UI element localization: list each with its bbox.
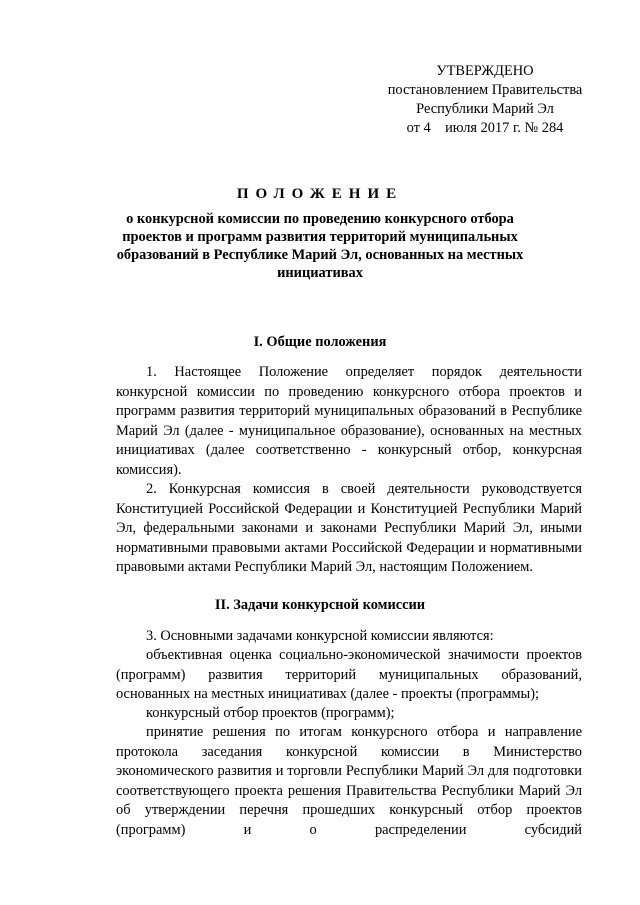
approval-date: от 4 июля 2017 г. № 284 bbox=[406, 120, 564, 136]
paragraph-2: 2. Конкурсная комиссия в своей деятельности руководствуется Конституцией Российской Федерации и Конституцией Республики Марий Эл, федеральными законами и законами Республики Марий Эл, иными нормативными правовыми актами Российской Федерации и нормативными правовыми актами Республики Марий Эл, настоящим Положением. bbox=[116, 481, 582, 575]
section-1-heading: I. Общие положения bbox=[253, 334, 387, 350]
paragraph-1: 1. Настоящее Положение определяет порядок деятельности конкурсной комиссии по проведению конкурсного отбора проектов и программ развития территорий муниципальных образований в Республике Марий Эл (далее - муниципальное образование), основанных на местных инициативах (далее соответственно - конкурсный отбор, конкурсная комиссия). bbox=[116, 364, 582, 478]
approval-title: УТВЕРЖДЕНО bbox=[436, 63, 534, 79]
approval-line-2: Республики Марий Эл bbox=[416, 101, 554, 117]
paragraph-4: объективная оценка социально-экономической значимости проектов (программ) развития территорий муниципальных образований, основанных на местных инициативах (далее - проекты (программы); bbox=[116, 647, 582, 702]
document-subtitle: о конкурсной комиссии по проведению конкурсного отбора проектов и программ развития территорий муниципальных образований в Республике Марий Эл, основанных на местных инициативах bbox=[116, 211, 524, 281]
paragraph-3: 3. Основными задачами конкурсной комиссии являются: bbox=[146, 628, 494, 644]
paragraph-6: принятие решения по итогам конкурсного отбора и направление протокола заседания конкурсной комиссии в Министерство экономического развития и торговли Республики Марий Эл для подготовки соответствующего проекта решения Правительства Республики Марий Эл об утверждении перечня прошедших конкурсный отбор проектов (программ) и о распределении субсидий bbox=[116, 724, 582, 838]
paragraph-5: конкурсный отбор проектов (программ); bbox=[146, 705, 395, 721]
approval-line-1: постановлением Правительства bbox=[387, 82, 583, 98]
document-title: ПОЛОЖЕНИЕ bbox=[236, 186, 404, 202]
approval-block bbox=[370, 62, 600, 138]
section-2-heading: II. Задачи конкурсной комиссии bbox=[214, 597, 426, 613]
